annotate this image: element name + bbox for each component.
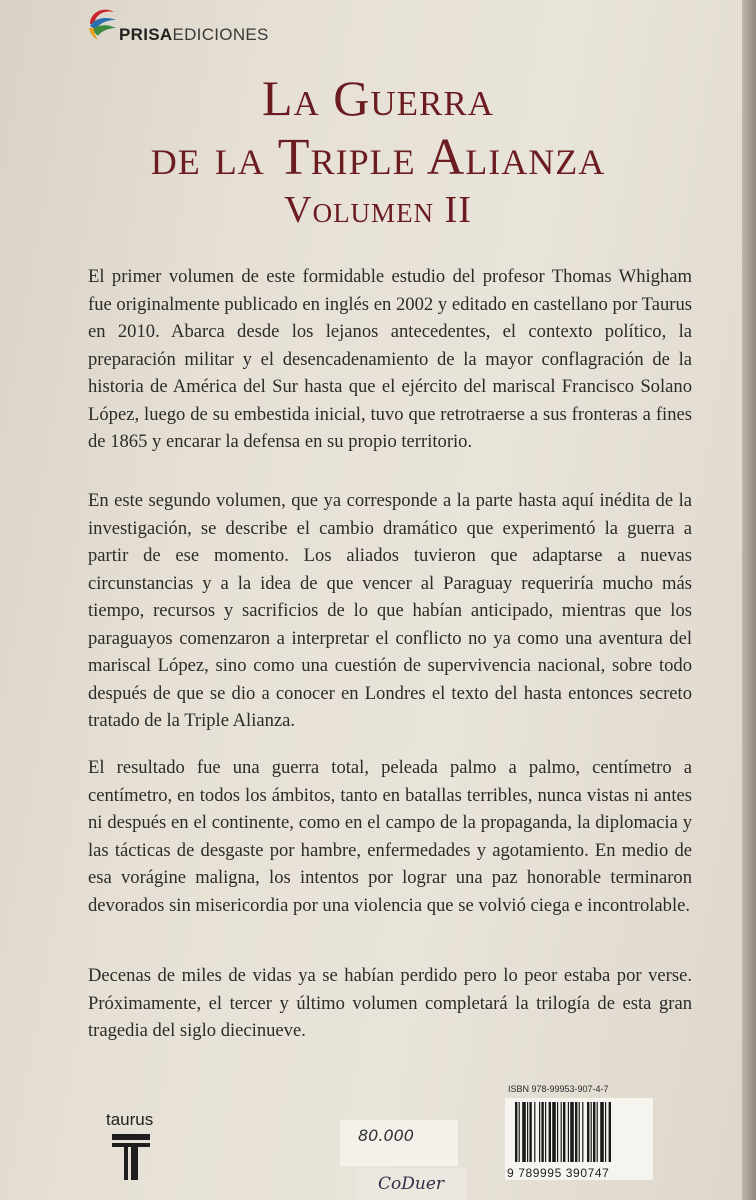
barcode-bar	[534, 1102, 535, 1162]
handwritten-note	[356, 1168, 466, 1200]
barcode-bar	[591, 1102, 592, 1162]
book-volume: Volumen II	[284, 189, 472, 231]
publisher-brand	[86, 4, 306, 44]
book-title-line2: de la Triple Alianza	[150, 129, 606, 186]
barcode-bar	[605, 1102, 606, 1162]
barcode-bar	[552, 1102, 556, 1162]
barcode-bar	[579, 1102, 580, 1162]
publisher-name: taurus	[106, 1110, 154, 1129]
barcode-bar	[587, 1102, 589, 1162]
price-text: 80.000	[358, 1126, 414, 1145]
price-sticker	[340, 1120, 458, 1166]
barcode-bar	[600, 1102, 604, 1162]
book-title-line1: La Guerra	[261, 70, 495, 126]
barcode-icon	[509, 1098, 649, 1164]
barcode-bar	[563, 1102, 565, 1162]
barcode-bar	[545, 1102, 546, 1162]
synopsis-paragraph-2: En este segundo volumen, que ya corresponde a la parte hasta aquí inédita de la investigación, se describe el cambio dramático que experimentó la guerra a partir de ese momento. Los aliados tuvieron que adaptarse a nuevas circunstancias y a la idea de que vencer al Paraguay requeriría mucho más tiempo, recursos y sacrificios de lo que habían anticipado, mientras que los paraguayos comenzaron a interpretar el conflicto no ya como una aventura del mariscal López, sino como una cuestión de supervivencia nacional, sobre todo después de que se dio a conocer en Londres el texto del hasta entonces secreto tratado de la Triple Alianza.	[88, 490, 692, 731]
synopsis-paragraph-4: Decenas de miles de vidas ya se habían perdido pero lo peor estaba por verse. Próximamente, el tercer y último volumen completará la trilogía de esta gran tragedia del siglo diecinueve.	[88, 965, 692, 1041]
barcode-bar	[515, 1102, 517, 1162]
barcode-digits: 9 789995 390747	[507, 1166, 610, 1180]
barcode-bar	[575, 1102, 577, 1162]
barcode-bar	[519, 1102, 520, 1162]
barcode-bar	[570, 1102, 574, 1162]
barcode	[505, 1098, 653, 1180]
synopsis-paragraph-3: El resultado fue una guerra total, peleada palmo a palmo, centímetro a centímetro, en todos los ámbitos, tanto en batallas terribles, nunca vistas ni antes ni después en el continente, como en el campo de la propaganda, la diplomacia y las tácticas de desgaste por hambre, enfermedades y agotamiento. En medio de esa vorágine maligna, los intentos por lograr una paz honorable terminaron devorados sin misericordia por una violencia que se volvió ciega e incontrolable.	[88, 757, 692, 916]
brand-name	[119, 25, 269, 45]
barcode-bar	[582, 1102, 583, 1162]
prisa-logo-icon	[86, 4, 118, 42]
publisher-imprint	[106, 1110, 166, 1180]
barcode-bar	[609, 1102, 611, 1162]
handwritten-text: CoDuer	[378, 1174, 445, 1194]
barcode-bar	[568, 1102, 569, 1162]
isbn-label: ISBN 978-99953-907-4-7	[508, 1084, 609, 1094]
synopsis-paragraph-1: El primer volumen de este formidable estudio del profesor Thomas Whigham fue originalmente publicado en inglés en 2002 y editado en castellano por Taurus en 2010. Abarca desde los lejanos antecedentes, el contexto político, la preparación militar y el desencadenamiento de la mayor conflagración de la historia de América del Sur hasta que el ejército del mariscal Francisco Solano López, luego de su embestida inicial, tuvo que retrotraerse a sus fronteras a fines de 1865 y encarar la defensa en su propio territorio.	[88, 266, 692, 452]
taurus-t-logo-icon	[112, 1134, 150, 1180]
barcode-bar	[593, 1102, 595, 1162]
brand-name-regular: EDICIONES	[172, 25, 269, 44]
barcode-bar	[561, 1102, 562, 1162]
barcode-bar	[557, 1102, 558, 1162]
barcode-bar	[522, 1102, 526, 1162]
barcode-bar	[527, 1102, 528, 1162]
barcode-bar	[529, 1102, 531, 1162]
barcode-bar	[597, 1102, 598, 1162]
barcode-bar	[549, 1102, 551, 1162]
brand-name-bold: PRISA	[119, 25, 173, 44]
barcode-bar	[541, 1102, 543, 1162]
barcode-bar	[539, 1102, 540, 1162]
